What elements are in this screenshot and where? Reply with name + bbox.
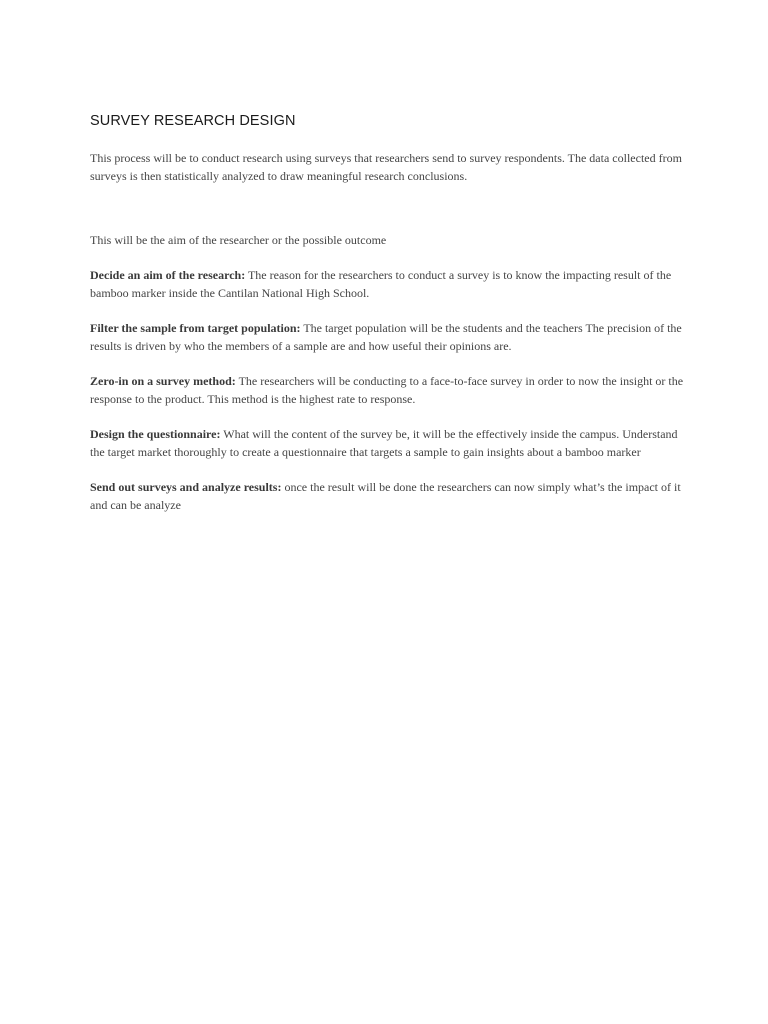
step-text: What will the content of the survey be, it will be the effectively inside the campus. Understand the target market thoroughly to create a questionnaire that targets a sample to gain insights about a bamboo marker — [90, 427, 678, 459]
step-label: Filter the sample from target population: — [90, 321, 301, 335]
document-body — [90, 113, 690, 531]
step-label: Send out surveys and analyze results: — [90, 480, 282, 494]
step-text: The researchers will be conducting to a face-to-face survey in order to now the insight or the response to the product. This method is the highest rate to response. — [90, 374, 684, 406]
aim-statement: This will be the aim of the researcher or the possible outcome — [90, 233, 387, 247]
step-label: Design the questionnaire: — [90, 427, 221, 441]
step-paragraph-survey-method — [90, 372, 690, 408]
step-label: Zero-in on a survey method: — [90, 374, 236, 388]
step-paragraph-decide-aim — [90, 266, 690, 302]
step-paragraph-filter-sample — [90, 319, 690, 355]
step-paragraph-send-surveys — [90, 478, 690, 514]
intro-paragraph: This process will be to conduct research using surveys that researchers send to survey respondents. The data collected from surveys is then statistically analyzed to draw meaningful research conclusions. — [90, 151, 682, 183]
step-paragraph-questionnaire — [90, 425, 690, 461]
step-text: The target population will be the students and the teachers The precision of the results is driven by who the members of a sample are and how useful their opinions are. — [90, 321, 682, 353]
step-label: Decide an aim of the research: — [90, 268, 246, 282]
step-text: once the result will be done the researchers can now simply what’s the impact of it and can be analyze — [90, 480, 681, 512]
document-title: SURVEY RESEARCH DESIGN — [90, 113, 296, 129]
step-text: The reason for the researchers to conduct a survey is to know the impacting result of the bamboo marker inside the Cantilan National High School. — [90, 268, 672, 300]
